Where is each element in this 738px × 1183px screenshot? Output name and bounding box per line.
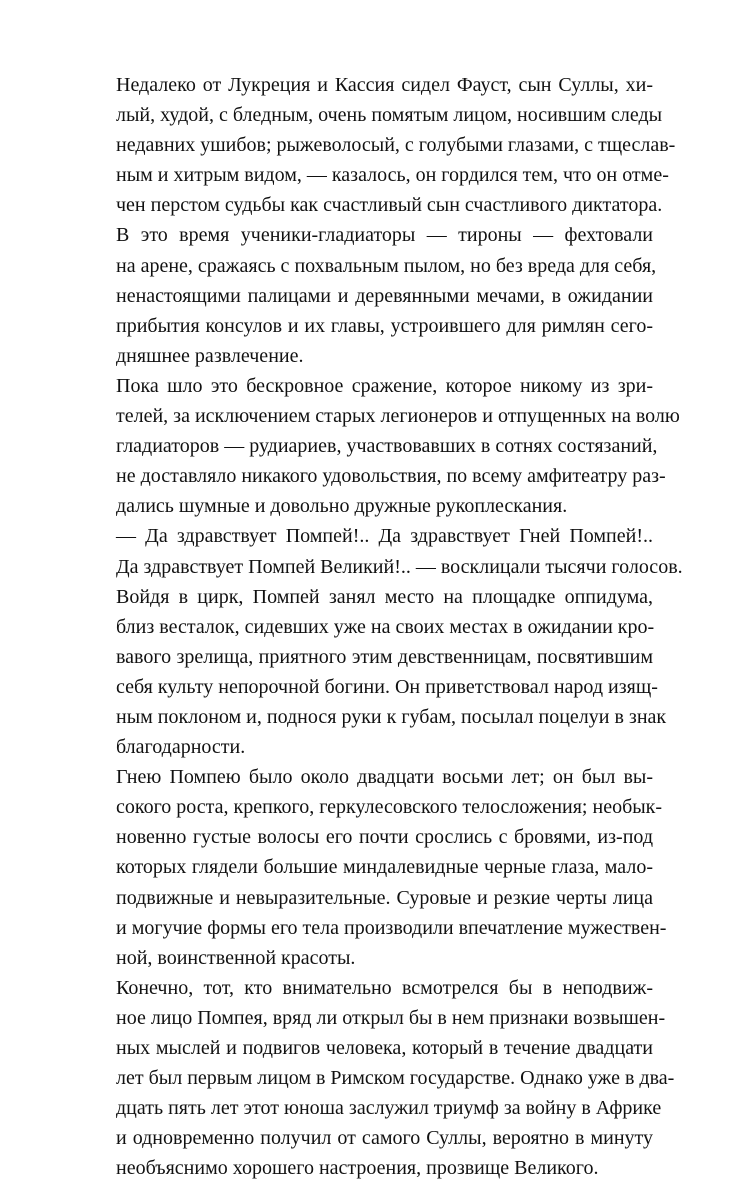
text-line: Недалеко от Лукреция и Кассия сидел Фауст, сын Суллы, хи-: [116, 74, 653, 96]
text-line: Войдя в цирк, Помпей занял место на площадке оппидума,: [116, 585, 653, 608]
text-line: дались шумные и довольно дружные рукоплескания.: [116, 495, 568, 518]
text-line: вавого зрелища, приятного этим девственницам, посвятившим: [116, 645, 653, 668]
text-line: не доставляло никакого удовольствия, по всему амфитеатру раз-: [116, 465, 666, 488]
paragraph-5: [87, 582, 667, 763]
paragraph-1: [87, 70, 676, 220]
text-line: ное лицо Помпея, вряд ли открыл бы в нем признаки возвышен-: [116, 1006, 666, 1029]
text-line: Пока шло это бескровное сражение, которое никому из зри-: [116, 374, 653, 397]
text-line: В это время ученики-гладиаторы — тироны — фехтовали: [116, 224, 653, 247]
text-line: новенно густые волосы его почти срослись с бровями, из-под: [116, 826, 653, 849]
text-line: ных мыслей и подвигов человека, который в течение двадцати: [116, 1037, 653, 1059]
text-line: Да здравствует Помпей Великий!.. — восклицали тысячи голосов.: [116, 555, 683, 578]
text-line: близ весталок, сидевших уже на своих местах в ожидании кро-: [116, 615, 655, 638]
paragraph-3: [87, 371, 680, 521]
text-line: прибытия консулов и их главы, устроившего для римлян сего-: [116, 314, 653, 337]
text-line: ным и хитрым видом, — казалось, он гордился тем, что он отме-: [116, 164, 669, 187]
text-line: дняшнее развлечение.: [116, 344, 304, 367]
text-line: лет был первым лицом в Римском государстве. Однако уже в два-: [116, 1067, 675, 1090]
text-line: чен перстом судьбы как счастливый сын счастливого диктатора.: [116, 194, 663, 217]
text-line: ным поклоном и, поднося руки к губам, посылал поцелуи в знак: [116, 705, 667, 728]
text-line: и одновременно получил от самого Суллы, вероятно в минуту: [116, 1127, 653, 1150]
text-line: Гнею Помпею было около двадцати восьми лет; он был вы-: [116, 766, 653, 789]
text-line: лый, худой, с бледным, очень помятым лицом, носившим следы: [116, 104, 663, 127]
text-line: Конечно, тот, кто внимательно всмотрелся бы в неподвиж-: [116, 976, 653, 999]
text-line: сокого роста, крепкого, геркулесовского телосложения; необык-: [116, 796, 663, 819]
text-line: и могучие формы его тела производили впечатление мужествен-: [116, 916, 667, 939]
paragraph-6: [87, 762, 667, 973]
text-line: на арене, сражаясь с похвальным пылом, но без вреда для себя,: [116, 254, 657, 277]
text-line: телей, за исключением старых легионеров и отпущенных на волю: [116, 405, 680, 428]
text-line: дцать пять лет этот юноша заслужил триумф за войну в Африке: [116, 1097, 662, 1120]
text-line: гладиаторов — рудиариев, участвовавших в сотнях состязаний,: [116, 435, 658, 458]
text-line: ной, воинственной красоты.: [116, 946, 356, 969]
text-line: недавних ушибов; рыжеволосый, с голубыми глазами, с тщеслав-: [116, 134, 676, 157]
paragraph-4: [87, 521, 683, 581]
text-line: необъяснимо хорошего настроения, прозвище Великого.: [116, 1157, 599, 1180]
text-line: ненастоящими палицами и деревянными мечами, в ожидании: [116, 284, 653, 307]
text-line: которых глядели большие миндалевидные черные глаза, мало-: [116, 856, 653, 879]
text-line: благодарности.: [116, 736, 246, 759]
paragraph-2: [87, 220, 657, 370]
text-line: себя культу непорочной богини. Он приветствовал народ изящ-: [116, 675, 658, 698]
book-page: [87, 70, 683, 1183]
text-line: — Да здравствует Помпей!.. Да здравствует Гней Помпей!..: [116, 525, 653, 548]
paragraph-7: [87, 973, 675, 1183]
text-line: подвижные и невыразительные. Суровые и резкие черты лица: [116, 886, 653, 909]
